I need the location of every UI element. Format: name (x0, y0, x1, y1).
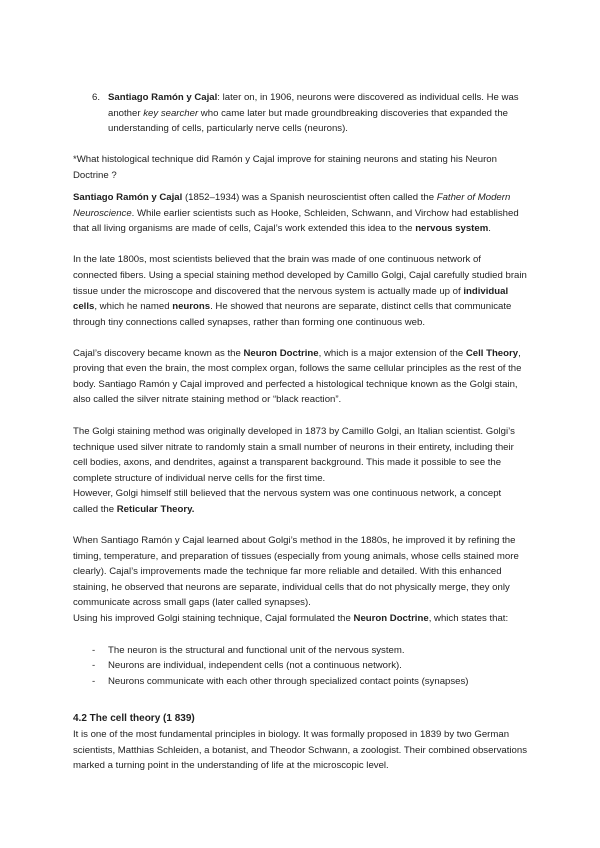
list-item (92, 674, 522, 690)
bio-name: Santiago Ramón y Cajal (73, 192, 183, 203)
bio-title: Father of Modern Neuroscience (73, 192, 511, 219)
list-item-text: Neurons are individual, independent cells (not a continuous network). (108, 660, 402, 672)
late-b: individual cells (73, 285, 509, 313)
late-a: In the late 1800s, most scientists believed that the brain was made of one continuous network of connected fibers. Using a special staining method developed by Camillo Golgi, Cajal carefully studied brain tissue under the microscope and discovered that the nervous system is actually made up of (73, 254, 527, 297)
doc-d: Cell Theory (465, 347, 519, 359)
doc-e: , proving that even the brain, the most complex organ, follows the same cellular principles as the rest of the body. Santiago Ramón y Cajal improved and perfected a histological technique known as the Golgi stain, also called the silver nitrate staining method or “black reaction”. (73, 347, 522, 406)
golgi-p2b: Reticular Theory. (116, 503, 195, 515)
bio-period: . (488, 223, 491, 235)
dash-bullet: - (92, 675, 96, 687)
dash-bullet: - (92, 644, 96, 656)
question-text: *What histological technique did Ramón y Cajal improve for staining neurons and stating his Neuron Doctrine ? (73, 154, 497, 181)
doc-a: Cajal’s discovery became known as the (73, 347, 244, 359)
section-heading: 4.2 The cell theory (1 839) (73, 713, 195, 724)
improve-p2c: , which states that: (428, 613, 509, 624)
list-item-cajal (108, 90, 528, 137)
item-text-a: later on, in 1906, neurons were discovered as individual cells. He was another (108, 92, 519, 119)
late-e: . He showed that neurons are separate, distinct cells that communicate through tiny connections called synapses, rather than forming one continuous web. (73, 301, 512, 328)
list-item (92, 658, 522, 674)
bio-bold-end: nervous system (415, 223, 489, 235)
item-italic: key searcher (143, 107, 199, 119)
late-c: , which he named (94, 301, 173, 313)
late-d: neurons (172, 301, 211, 313)
bio-rest: . While earlier scientists such as Hooke, Schleiden, Schwann, and Virchow had established that all living organisms are made of cells, Cajal’s work extended this idea to the (73, 207, 519, 235)
doctrine-points-list (92, 643, 522, 690)
doctrine-paragraph (73, 346, 527, 408)
golgi-p2a: However, Golgi himself still believed that the nervous system was one continuous network, a concept called the (73, 488, 502, 515)
golgi-reticular-paragraph (73, 486, 527, 517)
golgi-paragraph: The Golgi staining method was originally developed in 1873 by Camillo Golgi, an Italian scientist. Golgi’s technique used silver nitrate to randomly stain a small number of neurons in their entirety, including their cell bodies, axons, and dendrites, against a transparent background. This made it possible to see the complete structure of individual nerve cells for the first time. (73, 426, 515, 484)
list-item (92, 643, 522, 659)
item-text-b: who came later but made groundbreaking discoveries that expanded the understanding of cells, particularly nerve cells (neurons). (108, 107, 508, 135)
improve-p2a: Using his improved Golgi staining technique, Cajal formulated the (73, 613, 354, 624)
doc-b: Neuron Doctrine (243, 347, 319, 359)
list-item-text: The neuron is the structural and functional unit of the nervous system. (108, 644, 405, 656)
improve-p2b: Neuron Doctrine (353, 613, 429, 624)
list-item-text: Neurons communicate with each other through specialized contact points (synapses) (108, 675, 469, 687)
doc-c: , which is a major extension of the (318, 347, 466, 359)
neuron-doctrine-intro (73, 611, 527, 627)
bio-years: (1852–1934) was a Spanish neuroscientist often called the (182, 192, 437, 203)
late1800s-paragraph (73, 252, 527, 330)
list-number: 6. (92, 92, 101, 103)
section-heading-wrap (73, 711, 527, 727)
bio-paragraph (73, 190, 527, 237)
item-colon: : (217, 92, 220, 103)
dash-bullet: - (92, 660, 96, 672)
improve-paragraph: When Santiago Ramón y Cajal learned about Golgi’s method in the 1880s, he improved it by refining the timing, temperature, and preparation of tissues (especially from young animals, whose cells stained more clearly). Cajal’s improvements made the technique far more reliable and detailed. With this enhanced staining, he observed that neurons are separate, individual cells that do not physically merge, they only communicate across small gaps (later called synapses). (73, 535, 519, 609)
cell-theory-paragraph: It is one of the most fundamental principles in biology. It was formally proposed in 1839 by two German scientists, Matthias Schleiden, a botanist, and Theodor Schwann, a zoologist. Their combined observations marked a turning point in the understanding of life at the microscopic level. (73, 729, 528, 772)
item-name: Santiago Ramón y Cajal (108, 92, 218, 103)
